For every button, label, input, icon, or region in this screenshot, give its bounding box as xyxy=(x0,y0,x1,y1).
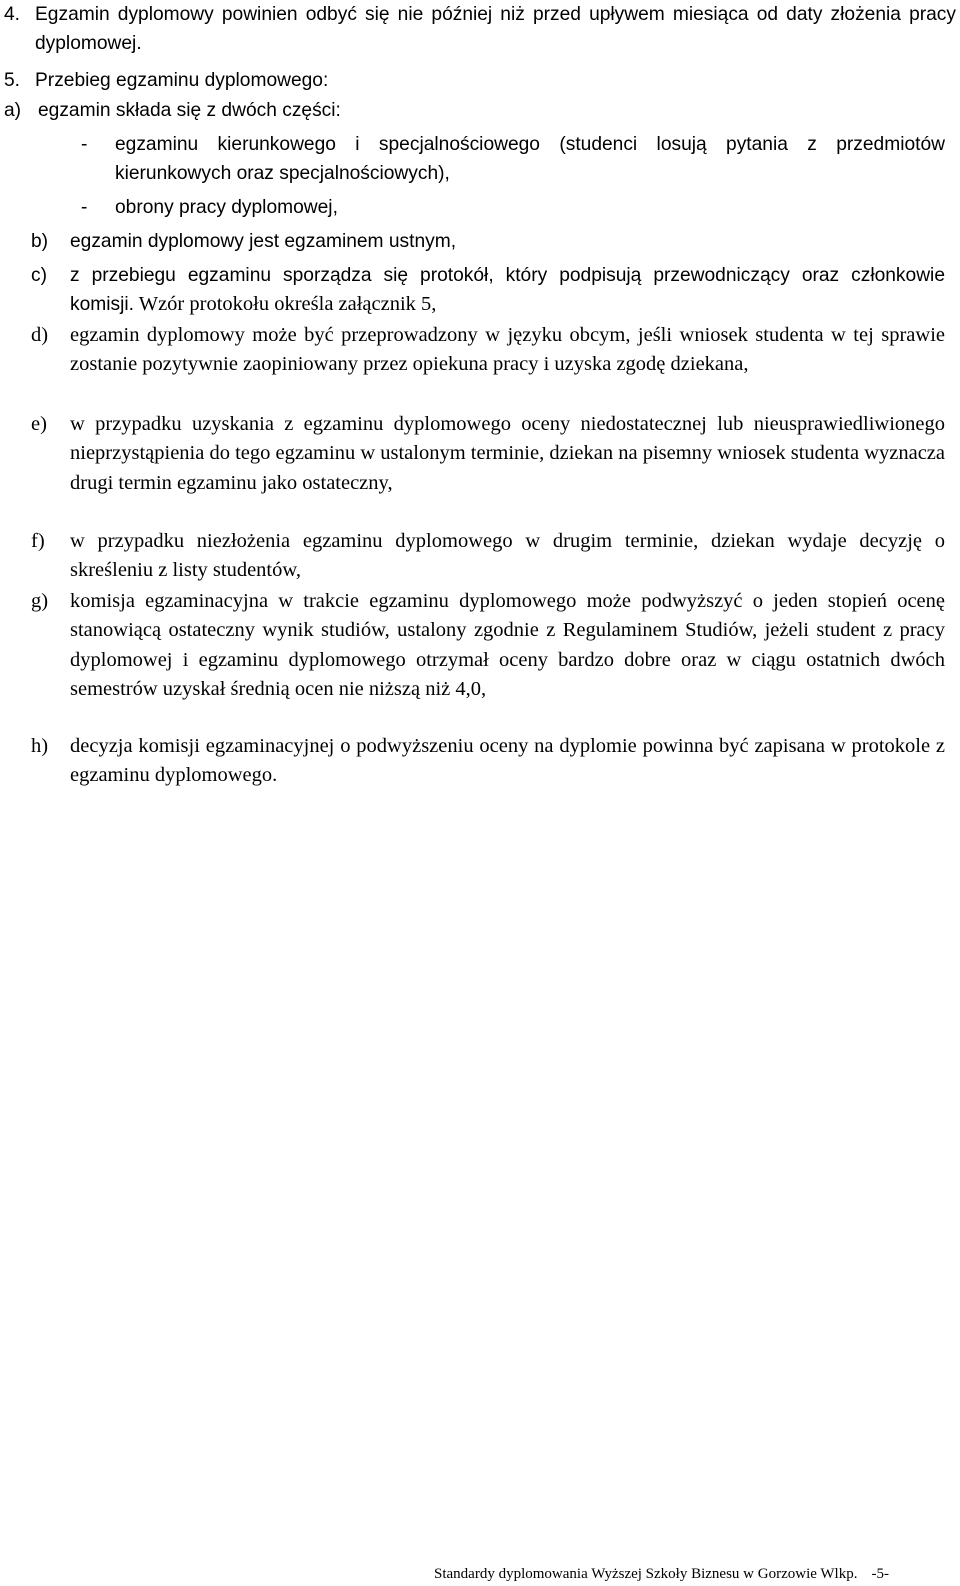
footer-title: Standardy dyplomowania Wyższej Szkoły Biznesu w Gorzowie Wlkp. xyxy=(434,1566,858,1582)
list-marker: - xyxy=(81,134,88,155)
list-item-c xyxy=(31,261,945,320)
list-item-text: komisja egzaminacyjna w trakcie egzaminu dyplomowego może podwyższyć o jeden stopień ocenę stanowiącą ostateczny wynik studiów, ustalony zgodnie z Regulaminem Studiów, jeżeli student z pracy dyplomowej i egzaminu dyplomowego otrzymał oceny bardzo dobre oraz w ciągu ostatnich dwóch semestrów uzyskał średnią ocen nie niższą niż 4,0, xyxy=(70,590,945,701)
list-item-text: egzamin składa się z dwóch części: xyxy=(38,100,341,121)
list-marker: h) xyxy=(31,735,49,757)
list-marker: 5. xyxy=(4,70,21,91)
list-item-text xyxy=(70,261,945,320)
list-item-text: w przypadku uzyskania z egzaminu dyplomowego oceny niedostatecznej lub nieusprawiedliwionego nieprzystąpienia do tego egzaminu w ustalonym terminie, dziekan na pisemny wniosek studenta wyznacza drugi termin egzaminu jako ostateczny, xyxy=(70,413,945,494)
list-item-b xyxy=(31,227,945,256)
list-marker: g) xyxy=(31,590,49,612)
list-item-f xyxy=(31,527,945,586)
list-item-text: w przypadku niezłożenia egzaminu dyplomowego w drugim terminie, dziekan wydaje decyzję o skreśleniu z listy studentów, xyxy=(70,530,945,582)
list-item-dash-2 xyxy=(81,193,945,222)
page-footer xyxy=(434,1565,889,1583)
list-item-text: egzamin dyplomowy jest egzaminem ustnym, xyxy=(70,231,457,252)
list-item-e xyxy=(31,410,945,498)
list-marker: f) xyxy=(31,530,45,552)
list-marker: d) xyxy=(31,324,49,346)
list-item-h xyxy=(31,732,945,791)
list-marker: e) xyxy=(31,413,47,435)
list-marker: a) xyxy=(4,100,22,121)
list-marker: - xyxy=(81,197,88,218)
list-item-4 xyxy=(4,0,956,59)
list-item-text: obrony pracy dyplomowej, xyxy=(115,197,338,218)
list-item-g xyxy=(31,587,945,705)
list-marker: 4. xyxy=(4,4,21,25)
list-marker: b) xyxy=(31,231,49,252)
list-item-dash-1 xyxy=(81,130,945,189)
list-item-d xyxy=(31,321,945,380)
list-item-text: decyzja komisji egzaminacyjnej o podwyższeniu oceny na dyplomie powinna być zapisana w protokole z egzaminu dyplomowego. xyxy=(70,735,945,787)
list-item-text: egzaminu kierunkowego i specjalnościowego (studenci losują pytania z przedmiotów kierunkowych oraz specjalnościowych), xyxy=(115,134,945,185)
list-item-text: Przebieg egzaminu dyplomowego: xyxy=(35,70,329,91)
list-item-text: egzamin dyplomowy może być przeprowadzony w języku obcym, jeśli wniosek studenta w tej sprawie zostanie pozytywnie zaopiniowany przez opiekuna pracy i uzyska zgodę dziekana, xyxy=(70,324,945,376)
page-number: -5- xyxy=(871,1566,889,1582)
list-item-text-part-2: Wzór protokołu określa załącznik 5, xyxy=(133,293,437,316)
list-item-text: Egzamin dyplomowy powinien odbyć się nie później niż przed upływem miesiąca od daty złożenia pracy dyplomowej. xyxy=(35,4,956,55)
list-marker: c) xyxy=(31,265,47,286)
list-item-a xyxy=(4,96,945,125)
list-item-5 xyxy=(4,66,956,95)
list-item-text-part-1: z przebiegu egzaminu sporządza się protokół, który podpisują przewodniczący oraz członkowie komisji. xyxy=(70,265,945,316)
